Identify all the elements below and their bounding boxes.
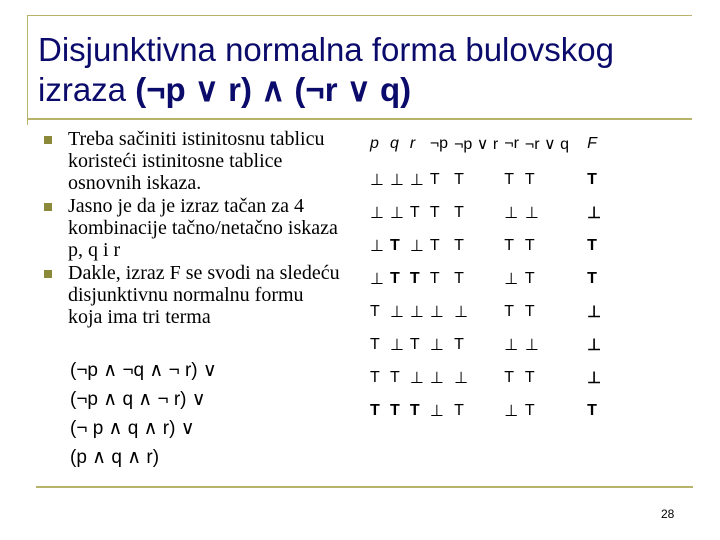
bullet-item [42, 262, 342, 328]
truth-table-row [364, 361, 601, 394]
cell-not-p: T [429, 269, 440, 287]
cell-not-p-or-r: T [454, 401, 464, 419]
cell-not-p-or-r: T [454, 203, 464, 221]
header-r: r [409, 135, 416, 152]
bullet-text: Jasno je da je izraz tačan za 4 kombinacije tačno/netačno iskaza p, q i r [68, 195, 338, 261]
cell-p: T [370, 335, 380, 353]
cell-not-p: ⊥ [429, 369, 444, 387]
cell-not-p: T [429, 170, 440, 188]
slide-title [38, 30, 698, 110]
truth-table [364, 125, 601, 427]
header-not-r: ¬r [504, 135, 519, 152]
cell-not-r-or-q: ⊥ [524, 336, 539, 354]
cell-p: T [370, 302, 380, 320]
cell-not-p: T [429, 236, 440, 254]
cell-f: ⊥ [587, 204, 602, 222]
cell-not-p-or-r: T [454, 269, 464, 287]
cell-not-r: ⊥ [504, 336, 519, 354]
footer-divider [36, 486, 693, 488]
cell-r: T [409, 401, 420, 419]
bullet-item [42, 195, 342, 261]
cell-r: ⊥ [409, 369, 424, 387]
cell-not-r: T [504, 236, 515, 254]
cell-not-r: ⊥ [504, 204, 519, 222]
cell-f: T [587, 236, 597, 254]
cell-not-p: ⊥ [429, 402, 444, 420]
cell-not-p-or-r: T [454, 335, 464, 353]
dnf-term: (¬p ∧ ¬q ∧ ¬ r) ∨ [70, 360, 217, 381]
truth-table-row [364, 394, 601, 427]
cell-p: T [370, 368, 380, 386]
cell-not-r: ⊥ [504, 270, 519, 288]
bullet-text: Treba sačiniti istinitosnu tablicu koristeći istinitosne tablice osnovnih iskaza. [68, 128, 325, 194]
cell-q: ⊥ [389, 336, 404, 354]
cell-not-r-or-q: ⊥ [524, 204, 539, 222]
cell-not-r-or-q: T [524, 302, 535, 320]
cell-f: T [587, 269, 597, 287]
header-not-p-or-r: ¬p ∨ r [454, 136, 499, 153]
header-q: q [389, 135, 399, 152]
cell-not-r: T [504, 302, 515, 320]
cell-f: ⊥ [587, 303, 602, 321]
cell-f: ⊥ [587, 336, 602, 354]
cell-not-r-or-q: T [524, 236, 535, 254]
cell-r: ⊥ [409, 171, 424, 189]
square-bullet-icon [44, 203, 52, 211]
truth-table-row [364, 295, 601, 328]
title-prefix: izraza [38, 71, 136, 108]
cell-q: T [389, 269, 400, 287]
cell-not-p-or-r: T [454, 170, 464, 188]
square-bullet-icon [44, 270, 52, 278]
cell-q: T [389, 236, 400, 254]
dnf-term: (¬p ∧ q ∧ ¬ r) ∨ [70, 389, 206, 410]
header-not-p: ¬p [429, 135, 449, 152]
cell-not-p-or-r: T [454, 236, 464, 254]
title-line-2 [38, 70, 698, 110]
cell-p: ⊥ [370, 171, 384, 189]
cell-not-p-or-r: ⊥ [454, 369, 468, 387]
cell-not-p-or-r: ⊥ [454, 303, 468, 321]
dnf-term: (¬ p ∧ q ∧ r) ∨ [70, 418, 195, 439]
cell-not-r-or-q: T [524, 401, 535, 419]
header-p: p [370, 135, 379, 152]
cell-f: T [587, 170, 597, 188]
cell-p: ⊥ [370, 270, 384, 288]
cell-f: ⊥ [587, 369, 602, 387]
cell-r: ⊥ [409, 303, 424, 321]
cell-not-r-or-q: T [524, 269, 535, 287]
cell-p: ⊥ [370, 237, 384, 255]
cell-p: ⊥ [370, 204, 384, 222]
frame-left-line [27, 15, 28, 125]
cell-r: T [409, 335, 420, 353]
bullet-text: Dakle, izraz F se svodi na sledeću disjunktivnu normalnu formu koja ima tri terma [68, 262, 340, 328]
cell-p: T [370, 401, 380, 419]
cell-q: ⊥ [389, 303, 404, 321]
cell-not-r: ⊥ [504, 402, 519, 420]
cell-r: T [409, 203, 420, 221]
truth-table-header-row [364, 125, 601, 163]
square-bullet-icon [44, 136, 52, 144]
title-divider [27, 118, 692, 120]
cell-not-p: ⊥ [429, 303, 444, 321]
cell-f: T [587, 401, 597, 419]
bullet-item [42, 128, 342, 194]
truth-table-row [364, 262, 601, 295]
frame-top-line [27, 15, 692, 16]
title-line-1: Disjunktivna normalna forma bulovskog [38, 31, 614, 68]
cell-not-r: T [504, 170, 515, 188]
cell-not-p: ⊥ [429, 336, 444, 354]
cell-not-r-or-q: T [524, 368, 535, 386]
dnf-terms [70, 356, 217, 472]
cell-not-r-or-q: T [524, 170, 535, 188]
header-not-r-or-q: ¬r ∨ q [524, 136, 570, 153]
truth-table-row [364, 328, 601, 361]
truth-table-row [364, 229, 601, 262]
cell-q: T [389, 368, 400, 386]
bullet-list [42, 128, 342, 328]
truth-table-row [364, 196, 601, 229]
cell-r: ⊥ [409, 237, 424, 255]
cell-q: ⊥ [389, 204, 404, 222]
dnf-term: (p ∧ q ∧ r) [70, 447, 160, 468]
cell-not-r: T [504, 368, 515, 386]
header-f: F [587, 135, 597, 152]
page-number: 28 [661, 507, 675, 521]
cell-q: T [389, 401, 400, 419]
cell-not-p: T [429, 203, 440, 221]
cell-q: ⊥ [389, 171, 404, 189]
cell-r: T [409, 269, 420, 287]
title-expression: (¬p ∨ r) ∧ (¬r ∨ q) [135, 71, 412, 108]
truth-table-row [364, 163, 601, 196]
